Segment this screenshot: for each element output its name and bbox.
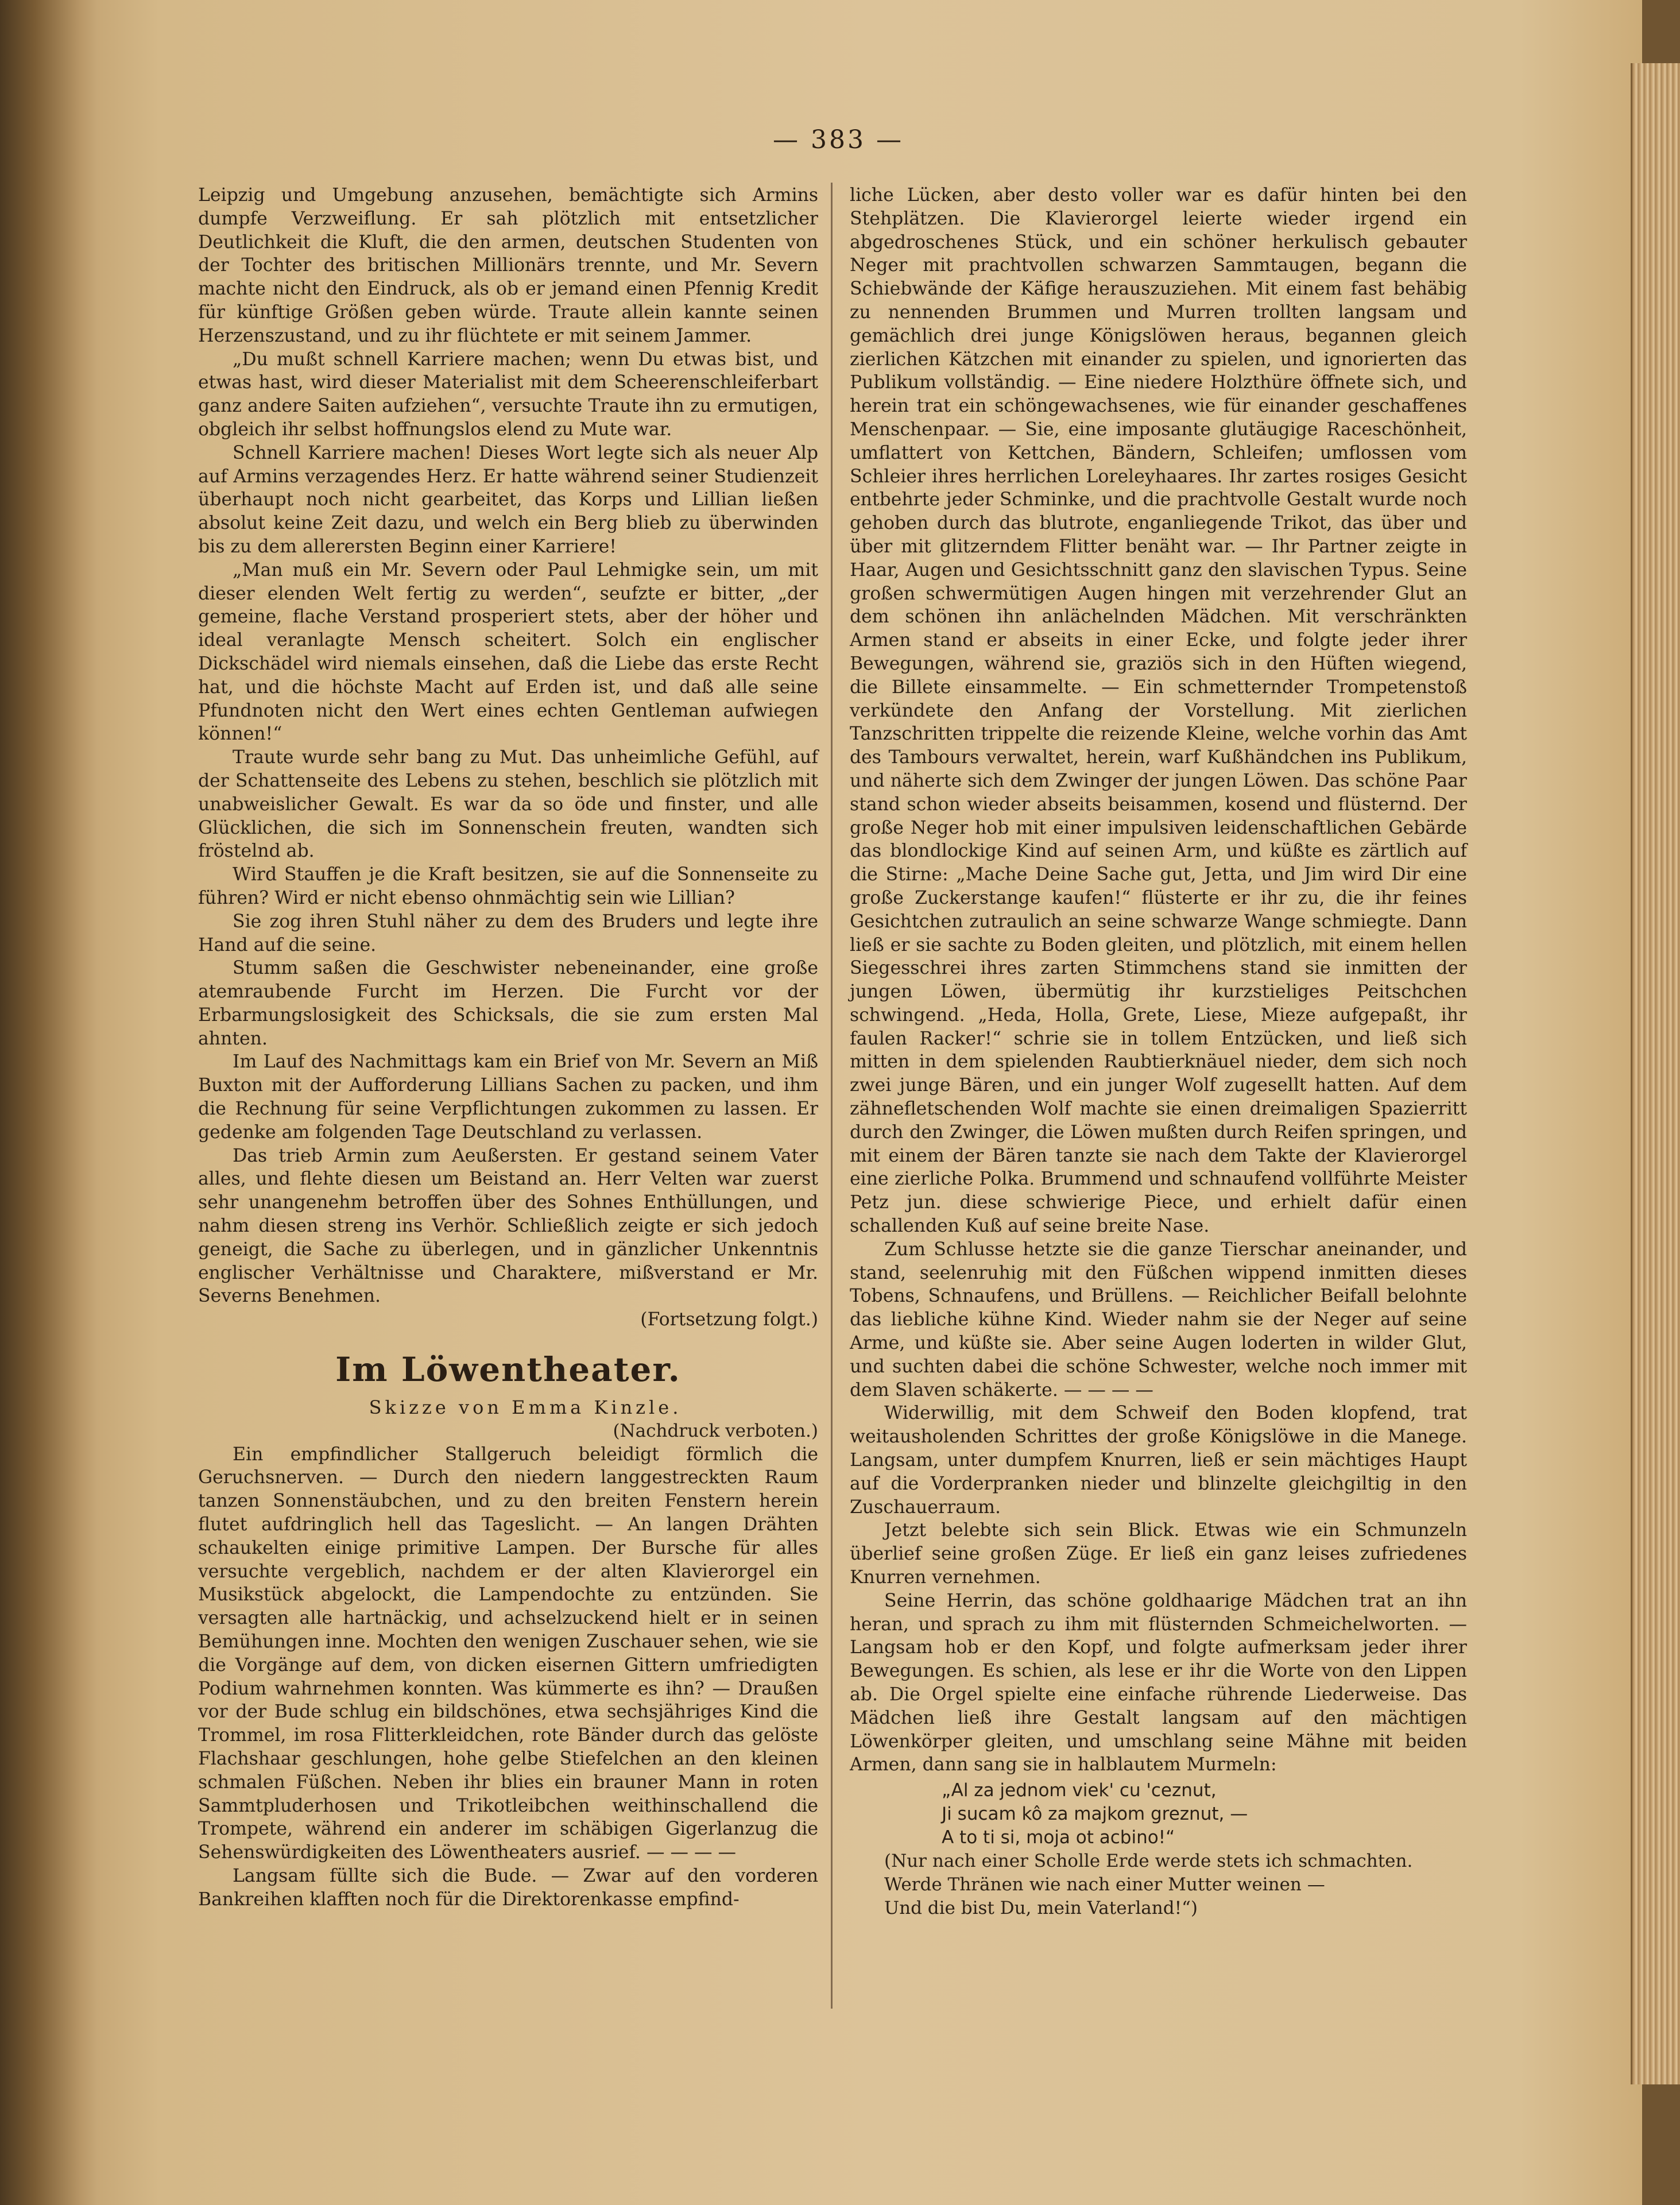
paragraph: Leipzig und Umgebung anzusehen, bemächtigte sich Armins dumpfe Verzweiflung. Er sah plötzlich mit entsetzlicher Deutlichkeit die Kluft, die den armen, deutschen Studenten von der Tochter des britischen Millionärs trennte, und Mr. Severn machte nicht den Eindruck, als ob er jemand einen Pfennig Kredit für künftige Größen geben würde. Traute allein kannte seinen Herzenszustand, und zu ihr flüchtete er mit seinem Jammer.: [198, 185, 818, 346]
story-author: Skizze von Emma Kinzle.: [369, 1396, 682, 1419]
poem: [942, 1779, 1467, 1850]
page-fore-edge: [1631, 63, 1680, 2084]
translation-line: Werde Thränen wie nach einer Mutter weinen —: [884, 1874, 1325, 1895]
left-column: [198, 184, 818, 1912]
poem-line: A to ti si, moja ot acbino!“: [942, 1827, 1175, 1848]
story-title: Im Löwentheater.: [335, 1350, 681, 1390]
right-column: [850, 184, 1467, 1920]
translation-line: (Nur nach einer Scholle Erde werde stets ich schmachten.: [884, 1851, 1413, 1872]
paragraph: Traute wurde sehr bang zu Mut. Das unheimliche Gefühl, auf der Schattenseite des Lebens zu stehen, beschlich sie plötzlich mit unabweislicher Gewalt. Es war da so öde und finster, und alle Glücklichen, die sich im Sonnenschein freuten, wandten sich fröstelnd ab.: [198, 747, 818, 862]
poem-translation: [850, 1850, 1467, 1920]
paragraph: „Du mußt schnell Karriere machen; wenn Du etwas bist, und etwas hast, wird dieser Materialist mit dem Scheerenschleiferbart ganz andere Saiten aufziehen“, versuchte Traute ihn zu ermutigen, obgleich ihr selbst hoffnungslos elend zu Mute war.: [198, 349, 818, 440]
paragraph: liche Lücken, aber desto voller war es dafür hinten bei den Stehplätzen. Die Klavierorgel leierte wieder irgend ein abgedroschenes Stück, und ein schöner herkulisch gebauter Neger mit prachtvollen schwarzen Sammtaugen, begann die Schiebwände der Käfige herauszuziehen. Mit einem fast behäbig zu nennenden Brummen und Murren trollten langsam und gemächlich drei junge Königslöwen heraus, begannen gleich zierlichen Kätzchen mit einander zu spielen, und ignorierten das Publikum vollständig. — Eine niedere Holzthüre öffnete sich, und herein trat ein schöngewachsenes, wie für einander geschaffenes Menschenpaar. — Sie, eine imposante glutäugige Raceschönheit, umflattert von Kettchen, Bändern, Schleifen; umflossen vom Schleier ihres herrlichen Loreleyhaares. Ihr zartes rosiges Gesicht entbehrte jeder Schminke, und die prachtvolle Gestalt wurde noch gehoben durch das blutrote, enganliegende Trikot, das über und über mit glitzerndem Flitter benäht war. — Ihr Partner zeigte in Haar, Augen und Gesichtsschnitt ganz den slavischen Typus. Seine großen schwermütigen Augen hingen mit verzehrender Glut an dem schönen ihn anlächelnden Mädchen. Mit verschränkten Armen stand er abseits in einer Ecke, und folgte jeder ihrer Bewegungen, während sie, graziös sich in den Hüften wiegend, die Billete einsammelte. — Ein schmetternder Trompetenstoß verkündete den Anfang der Vorstellung. Mit zierlichen Tanzschritten trippelte die reizende Kleine, welche vorhin das Amt des Tambours verwaltet, herein, warf Kußhändchen ins Publikum, und näherte sich dem Zwinger der jungen Löwen. Das schöne Paar stand schon wieder abseits beisammen, kosend und flüsternd. Der große Neger hob mit einer impulsiven leidenschaftlichen Gebärde das blondlockige Kind auf seinen Arm, und küßte es zärtlich auf die Stirne: „Mache Deine Sache gut, Jetta, und Jim wird Dir eine große Zuckerstange kaufen!“ flüsterte er ihr zu, die ihr feines Gesichtchen zutraulich an seine schwarze Wange schmiegte. Dann ließ er sie sachte zu Boden gleiten, und plötzlich, mit einem hellen Siegesschrei ihres zarten Stimmchens stand sie inmitten der jungen Löwen, übermütig ihr kurzstieliges Peitschchen schwingend. „Heda, Holla, Grete, Liese, Mieze aufgepaßt, ihr faulen Racker!“ schrie sie in tollem Entzücken, und ließ sich mitten in dem spielenden Raubtierknäuel nieder, dem sich noch zwei junge Bären, und ein junger Wolf zugesellt hatten. Auf dem zähnefletschenden Wolf machte sie einen dreimaligen Spazierritt durch den Zwinger, die Löwen mußten durch Reifen springen, und mit einem der Bären tanzte sie nach dem Takte der Klavierorgel eine zierliche Polka. Brummend und schnaufend vollführte Meister Petz jun. diese schwierige Piece, und erhielt dafür einen schallenden Kuß auf seine breite Nase.: [850, 185, 1467, 1237]
poem-line: Ji sucam kô za majkom greznut, —: [942, 1804, 1248, 1825]
paragraph: Wird Stauffen je die Kraft besitzen, sie auf die Sonnenseite zu führen? Wird er nicht ebenso ohnmächtig sein wie Lillian?: [198, 864, 818, 908]
paragraph: Sie zog ihren Stuhl näher zu dem des Bruders und legte ihre Hand auf die seine.: [198, 911, 818, 956]
paragraph: Zum Schlusse hetzte sie die ganze Tierschar aneinander, und stand, seelenruhig mit den Füßchen wippend inmitten dieses Tobens, Schnaufens, und Brüllens. — Reichlicher Beifall belohnte das liebliche kühne Kind. Wieder nahm sie der Neger auf seine Arme, und küßte sie. Aber seine Augen loderten in wilder Glut, und suchten dabei die schöne Schwester, welche noch immer mit dem Slaven schäkerte. — — — —: [850, 1239, 1467, 1401]
paragraph: Langsam füllte sich die Bude. — Zwar auf den vorderen Bankreihen klafften noch für die Direktorenkasse empfind-: [198, 1865, 818, 1910]
paragraph: Stumm saßen die Geschwister nebeneinander, eine große atemraubende Furcht im Herzen. Die Furcht vor der Erbarmungslosigkeit des Schicksals, die sie zum ersten Mal ahnten.: [198, 958, 818, 1049]
paragraph: Seine Herrin, das schöne goldhaarige Mädchen trat an ihn heran, und sprach zu ihm mit flüsternden Schmeichelworten. — Langsam hob er den Kopf, und folgte aufmerksam jeder ihrer Bewegungen. Es schien, als lese er ihr die Worte von den Lippen ab. Die Orgel spielte eine einfache rührende Liederweise. Das Mädchen ließ ihre Gestalt langsam auf den mächtigen Löwenkörper gleiten, und umschlang seine Mähne mit beiden Armen, dann sang sie in halblautem Murmeln:: [850, 1590, 1467, 1775]
paragraph: Widerwillig, mit dem Schweif den Boden klopfend, trat weitausholenden Schrittes der große Königslöwe in die Manege. Langsam, unter dumpfem Knurren, ließ er sein mächtiges Haupt auf die Vorderpranken nieder und blinzelte gleichgiltig in den Zuschauerraum.: [850, 1403, 1467, 1518]
page-number: — 383 —: [773, 125, 904, 154]
paragraph: Schnell Karriere machen! Dieses Wort legte sich als neuer Alp auf Armins verzagendes Herz. Er hatte während seiner Studienzeit überhaupt noch nicht gearbeitet, das Korps und Lillian ließen absolut keine Zeit dazu, und welch ein Berg blieb zu überwinden bis zu dem allerersten Beginn einer Karriere!: [198, 442, 818, 557]
column-divider: [831, 183, 833, 2009]
paragraph: Das trieb Armin zum Aeußersten. Er gestand seinem Vater alles, und flehte diesen um Beistand an. Herr Velten war zuerst sehr unangenehm betroffen über des Sohnes Enthüllungen, und nahm diesen streng ins Verhör. Schließlich zeigte er sich jedoch geneigt, die Sache zu überlegen, und in gänzlicher Unkenntnis englischer Verhältnisse und Charaktere, mißverstand er Mr. Severns Benehmen.: [198, 1145, 818, 1307]
paragraph: Ein empfindlicher Stallgeruch beleidigt förmlich die Geruchsnerven. — Durch den niedern langgestreckten Raum tanzen Sonnenstäubchen, und zu den breiten Fenstern herein flutet aufdringlich hell das Tageslicht. — An langen Drähten schaukelten einige primitive Lampen. Der Bursche für alles versuchte vergeblich, nachdem er der alten Klavierorgel ein Musikstück abgelockt, die Lampendochte zu entzünden. Sie versagten alle hartnäckig, und achselzuckend hielt er in seinen Bemühungen inne. Mochten den wenigen Zuschauer sehen, wie sie die Vorgänge auf dem, von dicken eisernen Gittern umfriedigten Podium wahrnehmen konnten. Was kümmerte es ihn? — Draußen vor der Bude schlug ein bildschönes, etwa sechsjähriges Kind die Trommel, im rosa Flitterkleidchen, rote Bänder durch das gelöste Flachshaar geschlungen, hohe gelbe Stiefelchen an den kleinen schmalen Füßchen. Neben ihr blies ein brauner Mann in roten Sammtpluderhosen und Trikotleibchen weithinschallend die Trompete, während ein anderer im schäbigen Gigerlanzug die Sehenswürdigkeiten des Löwentheaters ausrief. — — — —: [198, 1444, 818, 1863]
continuation-note: (Fortsetzung folgt.): [640, 1309, 818, 1330]
paragraph: Jetzt belebte sich sein Blick. Etwas wie ein Schmunzeln überlief seine großen Züge. Er ließ ein ganz leises zufriedenes Knurren vernehmen.: [850, 1520, 1467, 1588]
rights-notice: (Nachdruck verboten.): [613, 1420, 818, 1441]
paragraph: Im Lauf des Nachmittags kam ein Brief von Mr. Severn an Miß Buxton mit der Aufforderung Lillians Sachen zu packen, und ihm die Rechnung für seine Verpflichtungen zukommen zu lassen. Er gedenke am folgenden Tage Deutschland zu verlassen.: [198, 1051, 818, 1143]
poem-line: „Al za jednom viek' cu 'ceznut,: [942, 1780, 1217, 1801]
translation-line: Und die bist Du, mein Vaterland!“): [884, 1898, 1198, 1919]
book-gutter: [0, 0, 100, 2205]
paragraph: „Man muß ein Mr. Severn oder Paul Lehmigke sein, um mit dieser elenden Welt fertig zu werden“, seufzte er bitter, „der gemeine, flache Verstand prosperiert stets, aber der höher und ideal veranlagte Mensch scheitert. Solch ein englischer Dickschädel wird niemals einsehen, daß die Liebe das erste Recht hat, und die höchste Macht auf Erden ist, und daß alle seine Pfundnoten nicht den Wert eines echten Gentleman aufwiegen können!“: [198, 559, 818, 745]
